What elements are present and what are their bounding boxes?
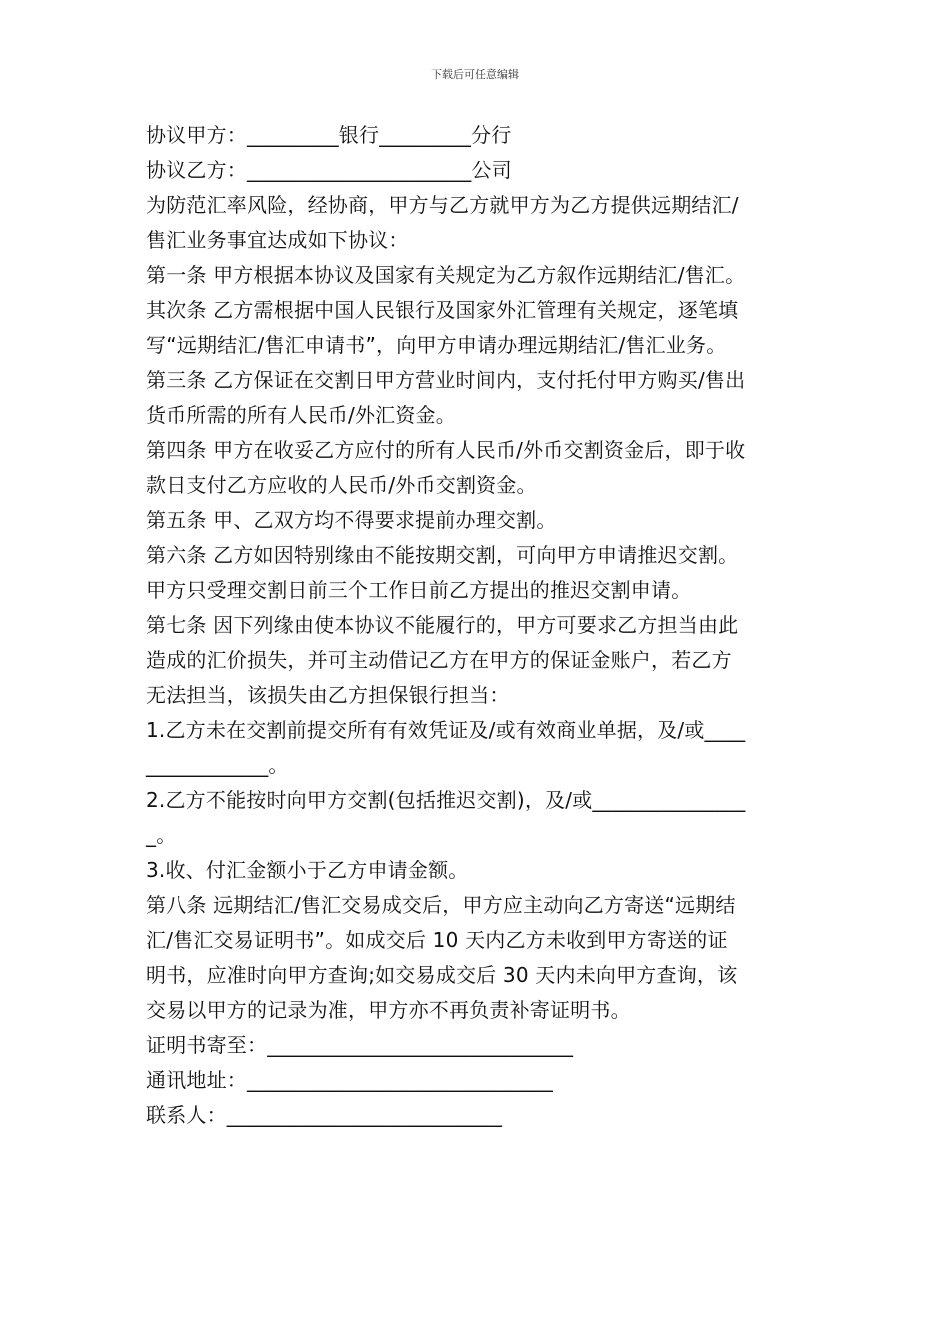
article-2-line: 其次条 乙方需根据中国人民银行及国家外汇管理有关规定，逐笔填 [146,298,739,322]
article-8-line: 第八条 远期结汇/售汇交易成交后，甲方应主动向乙方寄送“远期结 [146,893,736,917]
party-b-line: 协议乙方：______________________公司 [146,158,512,182]
article-6-line: 第六条 乙方如因特别缘由不能按期交割，可向甲方申请推迟交割。 [146,543,739,567]
certificate-address-line: 证明书寄至：______________________________ [146,1033,574,1057]
clause-1-line: 1.乙方未在交割前提交所有有效凭证及/或有效商业单据，及/或____ [146,718,746,742]
article-7-line: 第七条 因下列缘由使本协议不能履行的，甲方可要求乙方担当由此 [146,613,739,637]
agreement-body [146,118,810,1133]
clause-1-line: ____________。 [146,753,289,777]
article-8-line: 明书，应准时向甲方查询;如交易成交后 30 天内未向甲方查询，该 [146,963,738,987]
preamble-line: 为防范汇率风险，经协商，甲方与乙方就甲方为乙方提供远期结汇/ [146,193,739,217]
page-header: 下载后可任意编辑 [431,68,519,81]
article-8-line: 交易以甲方的记录为准，甲方亦不再负责补寄证明书。 [146,998,631,1022]
mailing-address-line: 通讯地址：______________________________ [146,1068,553,1092]
article-3-line: 第三条 乙方保证在交割日甲方营业时间内，支付托付甲方购买/售出 [146,368,746,392]
party-a-line: 协议甲方：_________银行_________分行 [146,123,512,147]
contact-person-line: 联系人：___________________________ [146,1103,503,1127]
clause-2-line: 2.乙方不能按时向甲方交割(包括推迟交割)，及/或_______________ [146,788,746,812]
article-5-line: 第五条 甲、乙双方均不得要求提前办理交割。 [146,508,557,532]
article-4-line: 第四条 甲方在收妥乙方应付的所有人民币/外币交割资金后，即于收 [146,438,746,462]
article-4-line: 款日支付乙方应收的人民币/外币交割资金。 [146,473,537,497]
article-1-line: 第一条 甲方根据本协议及国家有关规定为乙方叙作远期结汇/售汇。 [146,263,746,287]
clause-3-line: 3.收、付汇金额小于乙方申请金额。 [146,858,469,882]
article-7-line: 造成的汇价损失，并可主动借记乙方在甲方的保证金账户，若乙方 [146,648,732,672]
article-8-line: 汇/售汇交易证明书”。如成交后 10 天内乙方未收到甲方寄送的证 [146,928,728,952]
clause-2-line: _。 [146,823,177,847]
article-6-line: 甲方只受理交割日前三个工作日前乙方提出的推迟交割申请。 [146,578,692,602]
article-3-line: 货币所需的所有人民币/外汇资金。 [146,403,456,427]
article-2-line: 写“远期结汇/售汇申请书”，向甲方申请办理远期结汇/售汇业务。 [146,333,727,357]
preamble-line: 售汇业务事宜达成如下协议： [146,228,409,252]
article-7-line: 无法担当，该损失由乙方担保银行担当： [146,683,510,707]
